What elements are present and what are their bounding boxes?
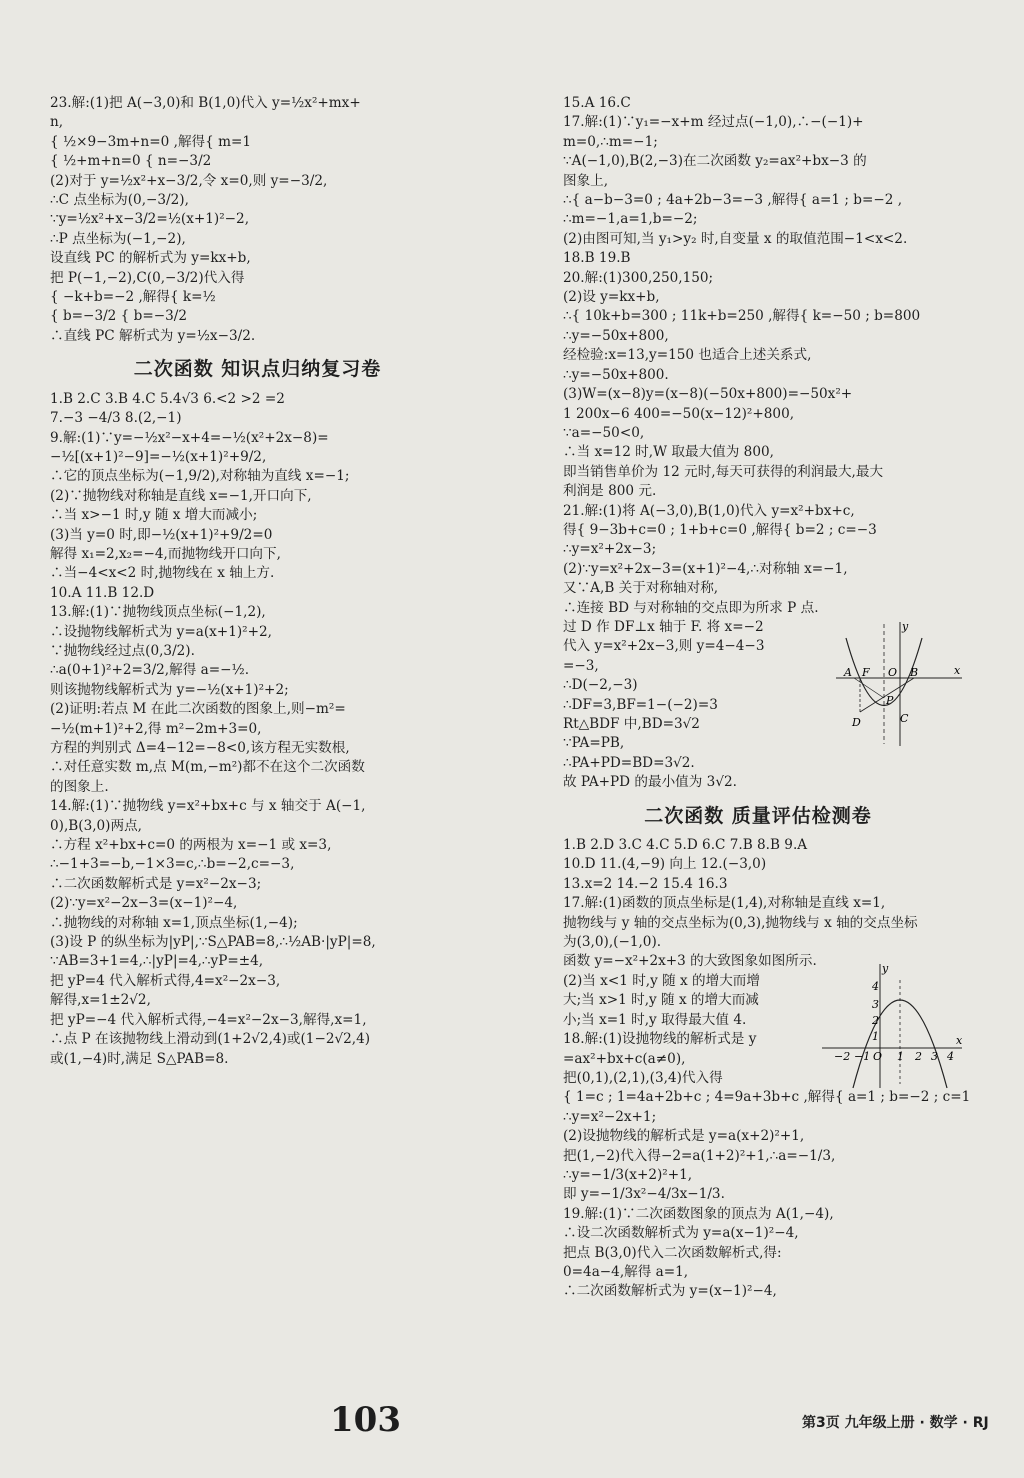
label-c: C — [900, 712, 909, 725]
text-line: (3)W=(x−8)y=(x−8)(−50x+800)=−50x²+ — [563, 386, 853, 403]
text-line: ∴二次函数解析式为 y=(x−1)²−4, — [563, 1283, 777, 1300]
text-line: ∴直线 PC 解析式为 y=½x−3/2. — [50, 327, 256, 344]
text-line: 方程的判别式 Δ=4−12=−8<0,该方程无实数根, — [50, 740, 350, 756]
section-title: 二次函数 质量评估检测卷 — [644, 804, 872, 827]
tick-label: 2 — [915, 1050, 922, 1063]
text-line: 过 D 作 DF⊥x 轴于 F. 将 x=−2 — [563, 618, 764, 635]
text-line: { 1=c ; 1=4a+2b+c ; 4=9a+3b+c ,解得{ a=1 ; b=−2 ; c=1 — [563, 1089, 971, 1106]
text-line: ∴m=−1,a=1,b=−2; — [563, 211, 698, 228]
parabola-figure-1 — [832, 618, 966, 748]
text-line: 小;当 x=1 时,y 取得最大值 4. — [563, 1011, 747, 1028]
text-line: 大;当 x>1 时,y 随 x 的增大而减 — [563, 992, 759, 1009]
label-y: y — [902, 620, 909, 633]
text-line: 17.解:(1)∵y₁=−x+m 经过点(−1,0),∴−(−1)+ — [563, 114, 864, 131]
text-line: ∴a(0+1)²+2=3/2,解得 a=−½. — [50, 662, 250, 679]
text-line: ∴P 点坐标为(−1,−2), — [50, 230, 186, 247]
text-line: 解得,x=1±2√2, — [50, 992, 151, 1009]
section-title: 二次函数 知识点归纳复习卷 — [133, 358, 382, 381]
text-line: (3)设 P 的纵坐标为|yP|,∵S△PAB=8,∴½AB·|yP|=8, — [50, 934, 376, 951]
text-line: 21.解:(1)将 A(−3,0),B(1,0)代入 y=x²+bx+c, — [563, 502, 855, 519]
tick-label: 4 — [872, 980, 879, 993]
tick-label: 4 — [947, 1050, 954, 1063]
text-line: 又∵A,B 关于对称轴对称, — [563, 580, 719, 597]
text-line: n, — [50, 114, 64, 131]
text-line: ∴它的顶点坐标为(−1,9/2),对称轴为直线 x=−1; — [50, 468, 350, 485]
text-line: 14.解:(1)∵抛物线 y=x²+bx+c 与 x 轴交于 A(−1, — [50, 798, 366, 815]
text-line: 抛物线与 y 轴的交点坐标为(0,3),抛物线与 x 轴的交点坐标 — [563, 914, 918, 931]
text-line: (2)∵y=x²−2x−3=(x−1)²−4, — [50, 895, 238, 912]
text-line: ∴{ 10k+b=300 ; 11k+b=250 ,解得{ k=−50 ; b=800 — [563, 308, 921, 325]
text-line: Rt△BDF 中,BD=3√2 — [563, 716, 700, 732]
text-line: 解得 x₁=2,x₂=−4,而抛物线开口向下, — [50, 545, 281, 562]
text-line: 把(1,−2)代入得−2=a(1+2)²+1,∴a=−1/3, — [563, 1147, 836, 1164]
text-line: 即当销售单价为 12 元时,每天可获得的利润最大,最大 — [563, 463, 884, 480]
page-number: 103 — [330, 1400, 401, 1440]
text-line: −½[(x+1)²−9]=−½(x+1)²+9/2, — [50, 448, 267, 465]
text-line: ∵A(−1,0),B(2,−3)在二次函数 y₂=ax²+bx−3 的 — [563, 153, 867, 170]
left-column — [50, 94, 465, 1069]
text-line: 为(3,0),(−1,0). — [563, 934, 662, 951]
text-line: 18.解:(1)设抛物线的解析式是 y — [563, 1031, 757, 1048]
label-y: y — [882, 962, 889, 975]
text-line: ∴二次函数解析式是 y=x²−2x−3; — [50, 875, 262, 892]
text-line: =ax²+bx+c(a≠0), — [563, 1050, 686, 1067]
text-line: 即 y=−1/3x²−4/3x−1/3. — [563, 1186, 725, 1203]
text-line: 7.−3 −4/3 8.(2,−1) — [50, 410, 182, 427]
text-line: 代入 y=x²+2x−3,则 y=4−4−3 — [563, 638, 765, 655]
text-line: ∴DF=3,BF=1−(−2)=3 — [563, 696, 718, 713]
text-line: =−3, — [563, 657, 599, 674]
text-line: 则该抛物线解析式为 y=−½(x+1)²+2; — [50, 681, 289, 698]
text-line: 故 PA+PD 的最小值为 3√2. — [563, 774, 737, 791]
text-line: (2)∵y=x²+2x−3=(x+1)²−4,∴对称轴 x=−1, — [563, 560, 848, 577]
tick-label: O — [873, 1050, 883, 1063]
text-line: ∴D(−2,−3) — [563, 677, 638, 694]
text-line: 10.A 11.B 12.D — [50, 584, 155, 601]
text-line: ∵y=½x²+x−3/2=½(x+1)²−2, — [50, 211, 250, 228]
text-line: ∴C 点坐标为(0,−3/2), — [50, 192, 189, 209]
tick-label: 3 — [872, 998, 879, 1011]
text-line: 1.B 2.D 3.C 4.C 5.D 6.C 7.B 8.B 9.A — [563, 837, 808, 854]
label-d: D — [852, 716, 861, 729]
text-line: 1 200x−6 400=−50(x−12)²+800, — [563, 405, 795, 422]
text-line: (2)设 y=kx+b, — [563, 289, 660, 306]
text-line: (2)∵抛物线对称轴是直线 x=−1,开口向下, — [50, 487, 312, 504]
text-line: ∵AB=3+1=4,∴|yP|=4,∴yP=±4, — [50, 953, 264, 970]
text-line: (2)由图可知,当 y₁>y₂ 时,自变量 x 的取值范围−1<x<2. — [563, 230, 908, 247]
text-line: ∴点 P 在该抛物线上滑动到(1+2√2,4)或(1−2√2,4) — [50, 1031, 371, 1048]
tick-label: −1 — [854, 1050, 871, 1063]
text-line: 把(0,1),(2,1),(3,4)代入得 — [563, 1069, 723, 1086]
text-line: ∴−1+3=−b,−1×3=c,∴b=−2,c=−3, — [50, 856, 295, 873]
text-line: ∴设二次函数解析式为 y=a(x−1)²−4, — [563, 1225, 799, 1242]
text-line: (2)设抛物线的解析式是 y=a(x+2)²+1, — [563, 1128, 805, 1145]
text-line: 或(1,−4)时,满足 S△PAB=8. — [50, 1050, 229, 1067]
text-line: (3)当 y=0 时,即−½(x+1)²+9/2=0 — [50, 526, 273, 543]
parabola-curve — [853, 1000, 947, 1088]
text-line: 得{ 9−3b+c=0 ; 1+b+c=0 ,解得{ b=2 ; c=−3 — [563, 521, 877, 538]
text-line: (2)当 x<1 时,y 随 x 的增大而增 — [563, 972, 760, 989]
text-line: ∴PA+PD=BD=3√2. — [563, 754, 695, 771]
text-line: 17.解:(1)函数的顶点坐标是(1,4),对称轴是直线 x=1, — [563, 895, 886, 912]
text-line: 0),B(3,0)两点, — [50, 817, 142, 834]
tick-label: −2 — [834, 1050, 851, 1063]
text-line: (2)对于 y=½x²+x−3/2,令 x=0,则 y=−3/2, — [50, 172, 328, 189]
tick-label: 1 — [872, 1030, 879, 1043]
text-line: m=0,∴m=−1; — [563, 133, 658, 150]
tick-label: 3 — [931, 1050, 938, 1063]
text-line: 23.解:(1)把 A(−3,0)和 B(1,0)代入 y=½x²+mx+ — [50, 95, 361, 111]
text-line: ∴y=x²−2x+1; — [563, 1108, 657, 1125]
tick-label: 2 — [872, 1014, 879, 1027]
text-line: ∴当 x>−1 时,y 随 x 增大而减小; — [50, 507, 258, 524]
text-line: ∴抛物线的对称轴 x=1,顶点坐标(1,−4); — [50, 914, 298, 931]
page-footer: 第3页 九年级上册 · 数学 · RJ — [802, 1415, 989, 1431]
text-line: 15.A 16.C — [563, 95, 631, 111]
text-line: ∴方程 x²+bx+c=0 的两根为 x=−1 或 x=3, — [50, 837, 332, 854]
text-line: ∴{ a−b−3=0 ; 4a+2b−3=−3 ,解得{ a=1 ; b=−2 , — [563, 192, 903, 209]
text-line: 图象上, — [563, 172, 609, 189]
label-x: x — [956, 1034, 963, 1047]
text-line: 把点 B(3,0)代入二次函数解析式,得: — [563, 1244, 782, 1261]
text-line: { ½+m+n=0 { n=−3/2 — [50, 153, 212, 170]
text-line: ∴y=x²+2x−3; — [563, 541, 657, 558]
text-line: ∴设抛物线解析式为 y=a(x+1)²+2, — [50, 623, 272, 640]
text-line: ∵PA=PB, — [563, 735, 625, 752]
text-line: ∴当−4<x<2 时,抛物线在 x 轴上方. — [50, 565, 275, 582]
text-line: ∴y=−50x+800, — [563, 327, 669, 344]
text-line: ∴当 x=12 时,W 取最大值为 800, — [563, 444, 774, 461]
text-line: { −k+b=−2 ,解得{ k=½ — [50, 289, 216, 306]
text-line: 13.x=2 14.−2 15.4 16.3 — [563, 875, 728, 892]
text-line: 的图象上. — [50, 778, 109, 795]
label-f: F — [862, 666, 870, 679]
label-p: P — [886, 694, 894, 707]
text-line: ∴对任意实数 m,点 M(m,−m²)都不在这个二次函数 — [50, 759, 365, 776]
text-line: (2)证明:若点 M 在此二次函数的图象上,则−m²= — [50, 701, 346, 718]
text-line: 函数 y=−x²+2x+3 的大致图象如图所示. — [563, 953, 817, 970]
text-line: 18.B 19.B — [563, 250, 631, 267]
text-line: 把 yP=4 代入解析式得,4=x²−2x−3, — [50, 972, 281, 989]
label-b: B — [910, 666, 919, 679]
tick-label: 1 — [897, 1050, 904, 1063]
text-line: 20.解:(1)300,250,150; — [563, 269, 714, 286]
text-line: { b=−3/2 { b=−3/2 — [50, 308, 187, 325]
text-line: 19.解:(1)∵二次函数图象的顶点为 A(1,−4), — [563, 1205, 834, 1222]
text-line: ∵a=−50<0, — [563, 424, 645, 441]
text-line: 利润是 800 元. — [563, 483, 657, 500]
text-line: 13.解:(1)∵抛物线顶点坐标(−1,2), — [50, 604, 266, 621]
label-a: A — [844, 666, 852, 679]
text-line: { ½×9−3m+n=0 ,解得{ m=1 — [50, 133, 252, 150]
label-o: O — [888, 666, 898, 679]
text-line: 10.D 11.(4,−9) 向上 12.(−3,0) — [563, 856, 767, 873]
text-line: ∴连接 BD 与对称轴的交点即为所求 P 点. — [563, 599, 819, 616]
text-line: 0=4a−4,解得 a=1, — [563, 1263, 689, 1280]
text-line: 9.解:(1)∵y=−½x²−x+4=−½(x²+2x−8)= — [50, 429, 329, 446]
text-line: ∵抛物线经过点(0,3/2). — [50, 642, 195, 659]
text-line: 把 P(−1,−2),C(0,−3/2)代入得 — [50, 269, 245, 286]
text-line: −½(m+1)²+2,得 m²−2m+3=0, — [50, 720, 262, 737]
label-x: x — [954, 664, 961, 677]
text-line: 经检验:x=13,y=150 也适合上述关系式, — [563, 347, 812, 364]
parabola-figure-2 — [820, 960, 966, 1090]
text-line: 1.B 2.C 3.B 4.C 5.4√3 6.<2 >2 =2 — [50, 390, 285, 407]
text-line: ∴y=−50x+800. — [563, 366, 669, 383]
text-line: ∴y=−1/3(x+2)²+1, — [563, 1166, 693, 1183]
text-line: 设直线 PC 的解析式为 y=kx+b, — [50, 250, 251, 267]
text-line: 把 yP=−4 代入解析式得,−4=x²−2x−3,解得,x=1, — [50, 1011, 367, 1028]
